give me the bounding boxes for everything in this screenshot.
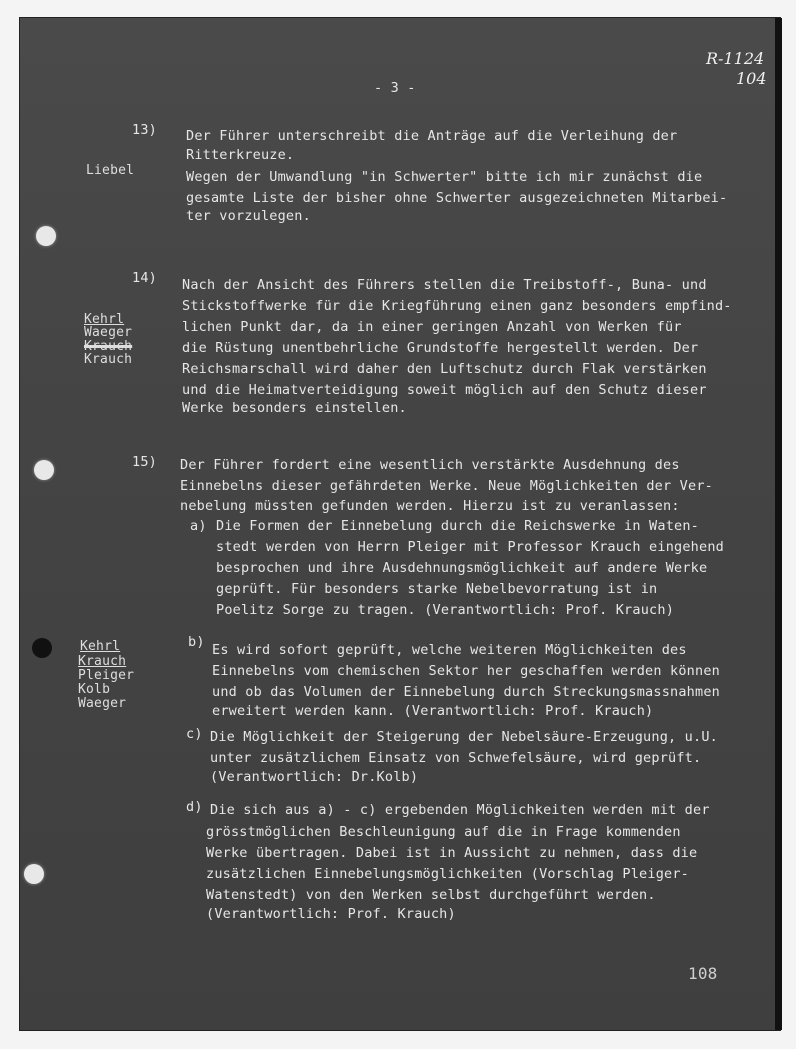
item-14-line: Reichsmarschall wird daher den Luftschutz durch Flak verstärken [182, 361, 707, 377]
item-13-line: ter vorzulegen. [186, 208, 311, 224]
subitem-c-line: (Verantwortlich: Dr.Kolb) [210, 769, 419, 785]
subitem-c-line: Die Möglichkeit der Steigerung der Nebelsäure-Erzeugung, u.U. [210, 729, 718, 745]
subitem-d-line: Die sich aus a) - c) ergebenden Möglichkeiten werden mit der [210, 802, 710, 818]
punch-hole [32, 638, 52, 658]
subitem-b-line: Es wird sofort geprüft, welche weiteren Möglichkeiten des [212, 642, 687, 658]
item-13-line: Der Führer unterschreibt die Anträge auf die Verleihung der [186, 128, 678, 144]
subitem-label: c) [186, 726, 203, 742]
responsible-name-struck: Krauch [84, 339, 133, 354]
page-marker: - 3 - [374, 80, 416, 96]
subitem-b-line: und ob das Volumen der Einnebelung durch Streckungsmassnahmen [212, 684, 720, 700]
item-14-line: Nach der Ansicht des Führers stellen die Treibstoff-, Buna- und [182, 277, 707, 293]
responsible-name: Kolb [78, 682, 111, 697]
sheet-edge [775, 18, 782, 1030]
responsible-name: Krauch [84, 352, 133, 367]
subitem-a-line: Die Formen der Einnebelung durch die Reichswerke in Waten- [216, 518, 700, 534]
archive-reference: R-1124 [706, 49, 765, 68]
punch-hole [34, 460, 54, 480]
item-15-line: nebelung müssten gefunden werden. Hierzu ist zu veranlassen: [180, 498, 680, 514]
item-number: 13) [132, 122, 157, 138]
subitem-label: b) [188, 634, 205, 650]
subitem-d-line: grösstmöglichen Beschleunigung auf die in Frage kommenden [206, 824, 681, 840]
responsible-name: Krauch [78, 654, 127, 669]
item-15-line: Der Führer fordert eine wesentlich verstärkte Ausdehnung des [180, 457, 680, 473]
archive-reference-sub: 104 [736, 69, 767, 88]
item-14-line: Stickstoffwerke für die Kriegführung einen ganz besonders empfind- [182, 298, 732, 314]
subitem-a-line: stedt werden von Herrn Pleiger mit Professor Krauch eingehend [216, 539, 724, 555]
item-13-line: Wegen der Umwandlung "in Schwerter" bitte ich mir zunächst die [186, 169, 703, 185]
subitem-d-line: Werke übertragen. Dabei ist in Aussicht zu nehmen, dass die [206, 845, 698, 861]
item-number: 15) [132, 454, 157, 470]
item-14-line: lichen Punkt dar, da in einer geringen Anzahl von Werken für [182, 319, 682, 335]
item-13-line: Ritterkreuze. [186, 147, 295, 163]
subitem-label: a) [190, 518, 207, 534]
subitem-c-line: unter zusätzlichem Einsatz von Schwefelsäure, wird geprüft. [210, 750, 702, 766]
subitem-a-line: besprochen und ihre Ausdehnungsmöglichkeit auf andere Werke [216, 560, 708, 576]
responsible-name: Pleiger [78, 668, 135, 683]
page-number: 108 [688, 964, 718, 983]
subitem-a-line: geprüft. Für besonders starke Nebelbevorratung ist in [216, 581, 658, 597]
subitem-a-line: Poelitz Sorge zu tragen. (Verantwortlich: Prof. Krauch) [216, 602, 675, 618]
item-14-line: die Rüstung unentbehrliche Grundstoffe hergestellt werden. Der [182, 340, 699, 356]
punch-hole [36, 226, 56, 246]
responsible-name: Kehrl [84, 312, 125, 327]
subitem-label: d) [186, 799, 203, 815]
item-13-line: gesamte Liste der bisher ohne Schwerter ausgezeichneten Mitarbei- [186, 190, 728, 206]
subitem-b-line: Einnebelns vom chemischen Sektor her geschaffen werden können [212, 663, 720, 679]
subitem-b-line: erweitert werden kann. (Verantwortlich: Prof. Krauch) [212, 703, 654, 719]
responsible-name: Kehrl [80, 639, 121, 654]
responsible-name: Liebel [86, 163, 135, 178]
item-15-line: Einnebelns dieser gefährdeten Werke. Neue Möglichkeiten der Ver- [180, 478, 713, 494]
subitem-d-line: zusätzlichen Einnebelungsmöglichkeiten (Vorschlag Pleiger- [206, 866, 690, 882]
subitem-d-line: (Verantwortlich: Prof. Krauch) [206, 906, 456, 922]
item-number: 14) [132, 270, 157, 286]
item-14-line: Werke besonders einstellen. [182, 400, 407, 416]
responsible-name: Waeger [78, 696, 127, 711]
subitem-d-line: Watenstedt) von den Werken selbst durchgeführt werden. [206, 887, 656, 903]
punch-hole [24, 864, 44, 884]
responsible-name: Waeger [84, 325, 133, 340]
item-14-line: und die Heimatverteidigung soweit möglich auf den Schutz dieser [182, 382, 707, 398]
